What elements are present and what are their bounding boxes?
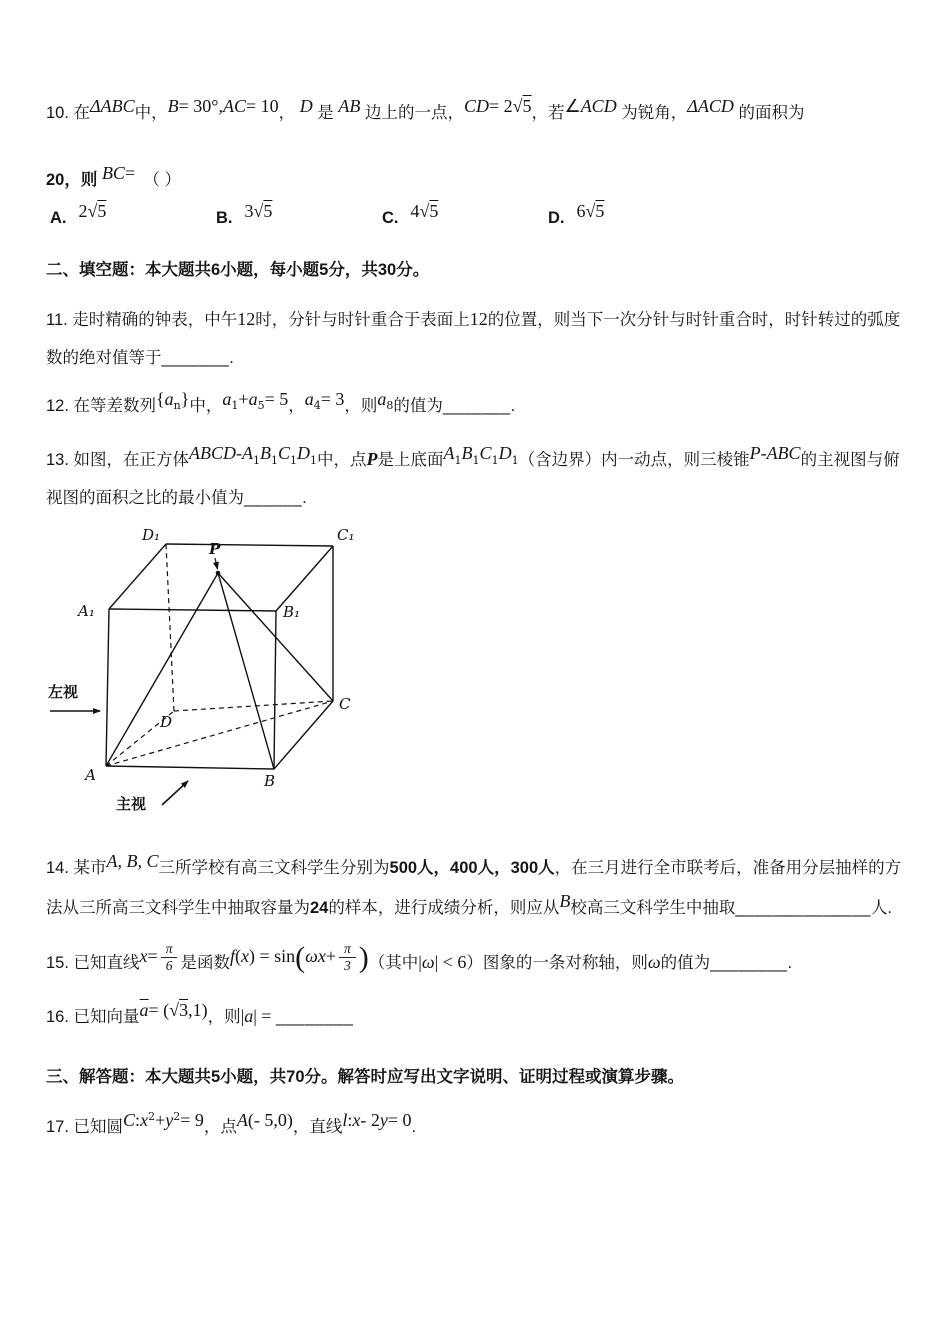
- question-10-line-1: [46, 92, 908, 133]
- text-run: $\overline{a}$: [139, 1000, 149, 1021]
- vertex-label-a1: A₁: [78, 601, 95, 620]
- option-b: [216, 201, 382, 228]
- option-d-value: [576, 201, 605, 228]
- text-run: 3: [244, 201, 254, 221]
- text-run: y: [379, 1110, 388, 1130]
- text-run: -: [760, 443, 767, 464]
- text-run: 1: [310, 453, 318, 467]
- text-run: y: [165, 1110, 174, 1130]
- question-12: [46, 385, 908, 426]
- text-run: 三所学校有高三文科学生分别为: [158, 858, 390, 877]
- text-run: 1: [511, 453, 519, 467]
- text-run: a: [248, 388, 258, 409]
- answer-blank: _______: [442, 396, 511, 415]
- text-run: CD: [463, 96, 489, 116]
- text-run: | =: [253, 1006, 276, 1027]
- text-run: B: [167, 96, 179, 116]
- text-run: a: [304, 388, 314, 409]
- text-run: P: [366, 449, 378, 470]
- cube-figure: [46, 521, 908, 831]
- text-run: 17. 已知圆: [46, 1118, 124, 1136]
- text-run: (: [295, 940, 306, 974]
- vertex-label-a: A: [85, 765, 96, 784]
- text-run: D: [299, 96, 313, 116]
- text-run: 1: [253, 453, 261, 467]
- vertex-label-b: B: [264, 771, 276, 790]
- text-run: = 9: [180, 1110, 204, 1130]
- question-14: [46, 847, 908, 928]
- text-run: -: [236, 443, 243, 464]
- option-c-label: C.: [382, 209, 399, 227]
- text-run: (: [234, 945, 241, 966]
- text-run: $\frac{\pi}{3}$: [339, 941, 356, 974]
- question-17: [46, 1106, 908, 1147]
- text-run: = 0: [387, 1110, 412, 1130]
- text-run: 中，点: [317, 451, 367, 470]
- text-run: +: [325, 945, 336, 966]
- text-run: 20，则: [46, 170, 102, 189]
- text-run: √5: [512, 96, 532, 116]
- text-run: C: [479, 443, 492, 464]
- option-d: [548, 201, 714, 228]
- text-run: ，则: [207, 1008, 241, 1027]
- vertex-label-c1: C₁: [337, 525, 355, 544]
- vertex-label-b1: B₁: [283, 602, 301, 621]
- text-run: 15. 已知直线: [46, 953, 140, 972]
- text-run: (- 5,0): [247, 1110, 293, 1130]
- text-run: （含边界）内一动点，则三棱锥: [518, 451, 750, 470]
- text-run: 的主视图与俯视图的面积之比的最小值为: [46, 451, 900, 507]
- text-run: A: [443, 443, 455, 464]
- text-run: = 3: [320, 388, 345, 409]
- text-run: √5: [87, 201, 107, 221]
- text-run: 4: [313, 399, 321, 413]
- text-run: |: [240, 1006, 245, 1027]
- text-run: 8: [386, 399, 394, 413]
- text-run: a: [244, 1006, 254, 1027]
- text-run: A: [242, 443, 254, 464]
- text-run: = 5: [264, 388, 289, 409]
- text-run: 的面积为: [733, 104, 805, 122]
- text-run: .: [229, 348, 234, 367]
- answer-blank: ______________: [735, 899, 871, 918]
- text-run: - 2: [360, 1110, 380, 1130]
- text-run: D: [297, 443, 311, 464]
- text-run: ，若: [531, 104, 565, 122]
- question-15: [46, 942, 908, 983]
- text-run: ，: [278, 104, 300, 122]
- text-run: √5: [253, 201, 273, 221]
- text-run: = 2: [489, 96, 513, 116]
- text-run: 1: [290, 453, 298, 467]
- text-run: 2: [173, 1109, 181, 1123]
- text-run: 的值为: [393, 396, 443, 415]
- question-10-options: [50, 201, 908, 228]
- option-d-label: D.: [548, 209, 565, 227]
- text-run: AC: [222, 96, 246, 116]
- text-run: 4: [410, 201, 420, 221]
- answer-blank: ________: [710, 953, 788, 972]
- text-run: {: [156, 388, 165, 409]
- text-run: 的样本，进行成绩分析，则应从: [328, 899, 560, 918]
- text-run: 2: [148, 1109, 156, 1123]
- text-run: ，: [288, 396, 305, 415]
- text-run: = 30°,: [178, 96, 223, 116]
- text-run: AB: [338, 96, 361, 116]
- option-b-value: [244, 201, 273, 228]
- text-run: 1: [472, 453, 480, 467]
- text-run: ΔABC: [90, 96, 135, 116]
- question-10-line-2: [46, 159, 908, 200]
- text-run: 500人，400人，300人: [389, 858, 555, 877]
- text-run: x: [352, 1110, 361, 1130]
- text-run: 10. 在: [46, 104, 91, 122]
- text-run: ）图象的一条对称轴，则: [466, 953, 648, 972]
- vertex-label-d1: D₁: [142, 525, 161, 544]
- vertex-label-c: C: [339, 694, 351, 713]
- text-run: ，在三月进行全市联考后，准备用分层抽样的方法从三所高三文科学生中抽取容量为: [46, 858, 902, 918]
- text-run: 校高三文科学生中抽取: [570, 899, 736, 918]
- text-run: 是: [312, 104, 339, 122]
- text-run: ABC: [766, 443, 801, 464]
- text-run: ΔACD: [687, 96, 734, 116]
- answer-blank: _______: [161, 348, 230, 367]
- text-run: ∠: [564, 96, 581, 116]
- text-run: +: [238, 388, 249, 409]
- text-run: √5: [585, 201, 605, 221]
- text-run: D: [498, 443, 512, 464]
- text-run: P: [749, 443, 761, 464]
- text-run: B: [461, 443, 473, 464]
- text-run: }: [180, 388, 190, 409]
- section-3-header: 三、解答题：本大题共5小题，共70分。解答时应写出文字说明、证明过程或演算步骤。: [46, 1067, 685, 1086]
- text-run: :: [347, 1110, 353, 1130]
- text-run: 5: [257, 399, 265, 413]
- text-run: 中，: [134, 104, 168, 122]
- text-run: = 10: [245, 96, 279, 116]
- text-run: 的位置，则当下一次分针与时针重合时，时针转过的弧度数的绝对值等于: [46, 311, 901, 367]
- text-run: :: [135, 1110, 141, 1130]
- option-a: [50, 201, 216, 228]
- point-p-dot: [216, 571, 221, 576]
- vertex-label-d: D: [160, 712, 173, 731]
- text-run: = (: [148, 1000, 170, 1021]
- text-run: 16. 已知向量: [46, 1008, 140, 1027]
- text-run: B: [260, 443, 272, 464]
- question-11: [46, 299, 908, 377]
- text-run: $\frac{\pi}{6}$: [161, 941, 178, 974]
- text-run: 14. 某市: [46, 858, 107, 877]
- text-run: f: [229, 945, 235, 966]
- text-run: =: [124, 162, 136, 183]
- text-run: 12: [469, 309, 488, 330]
- text-run: ω: [421, 951, 435, 972]
- text-run: x: [240, 945, 249, 966]
- text-run: x: [139, 945, 148, 966]
- text-run: 是上底面: [377, 451, 444, 470]
- text-run: A, B, C: [106, 850, 159, 871]
- text-run: 边上的一点，: [360, 104, 464, 122]
- text-run: ,1): [188, 1000, 208, 1021]
- text-run: 中，: [189, 396, 223, 415]
- text-run: a: [222, 388, 232, 409]
- option-c-value: [410, 201, 439, 228]
- text-run: 1: [231, 399, 239, 413]
- text-run: ) = sin: [248, 945, 296, 966]
- text-run: 1: [491, 453, 499, 467]
- text-run: √3: [169, 1000, 189, 1021]
- point-p-arrow-icon: [215, 558, 218, 569]
- text-run: .: [411, 1118, 417, 1136]
- question-13: [46, 439, 908, 517]
- answer-blank: ________: [275, 1008, 354, 1027]
- text-run: 6: [576, 201, 586, 221]
- question-16: [46, 996, 908, 1037]
- text-run: B: [559, 891, 571, 912]
- text-run: ABCD: [189, 443, 237, 464]
- section-2-header: 二、填空题：本大题共6小题，每小题5分，共30分。: [46, 261, 430, 279]
- text-run: .: [510, 396, 516, 415]
- text-run: （ ）: [135, 170, 181, 189]
- text-run: |: [418, 951, 422, 972]
- text-run: .: [302, 488, 307, 507]
- text-run: l: [342, 1110, 348, 1130]
- text-run: +: [155, 1110, 166, 1130]
- text-run: ，直线: [292, 1118, 343, 1136]
- text-run: 1: [454, 453, 462, 467]
- text-run: ω: [647, 951, 661, 972]
- option-b-label: B.: [216, 209, 233, 227]
- text-run: .: [787, 953, 793, 972]
- text-run: n: [173, 399, 181, 413]
- text-run: =: [147, 945, 158, 966]
- text-run: C: [278, 443, 291, 464]
- text-run: 人.: [870, 899, 892, 918]
- text-run: √5: [419, 201, 439, 221]
- text-run: ): [358, 940, 369, 974]
- text-run: 2: [78, 201, 88, 221]
- text-run: ACD: [580, 96, 617, 116]
- text-run: 时，分针与时针重合于表面上: [255, 311, 470, 330]
- front-view-arrow-icon: [162, 781, 188, 805]
- left-view-label: 左视: [48, 683, 79, 701]
- text-run: a: [377, 388, 387, 409]
- text-run: 的值为: [660, 953, 711, 972]
- text-run: ，则: [344, 396, 378, 415]
- text-run: | < 6: [434, 951, 467, 972]
- cube-svg: [46, 521, 446, 826]
- text-run: 13. 如图，在正方体: [46, 451, 190, 470]
- point-p-label: P: [209, 539, 221, 558]
- text-run: C: [123, 1110, 136, 1130]
- text-run: ，点: [203, 1118, 237, 1136]
- text-run: 11. 走时精确的钟表，中午: [46, 311, 238, 330]
- text-run: 1: [271, 453, 279, 467]
- option-c: [382, 201, 548, 228]
- text-run: 24: [310, 899, 329, 918]
- text-run: a: [164, 388, 174, 409]
- text-run: （其中: [368, 953, 419, 972]
- front-view-label: 主视: [116, 795, 147, 813]
- text-run: x: [140, 1110, 149, 1130]
- text-run: 12. 在等差数列: [46, 396, 157, 415]
- answer-blank: ______: [244, 488, 303, 507]
- text-run: A: [236, 1110, 248, 1130]
- text-run: BC: [101, 162, 125, 183]
- option-a-label: A.: [50, 209, 67, 227]
- text-run: 为锐角，: [616, 104, 688, 122]
- text-run: 12: [237, 309, 256, 330]
- text-run: 是函数: [180, 953, 230, 972]
- text-run: ωx: [305, 945, 326, 966]
- cube-solid-edges: [106, 544, 333, 769]
- option-a-value: [78, 201, 107, 228]
